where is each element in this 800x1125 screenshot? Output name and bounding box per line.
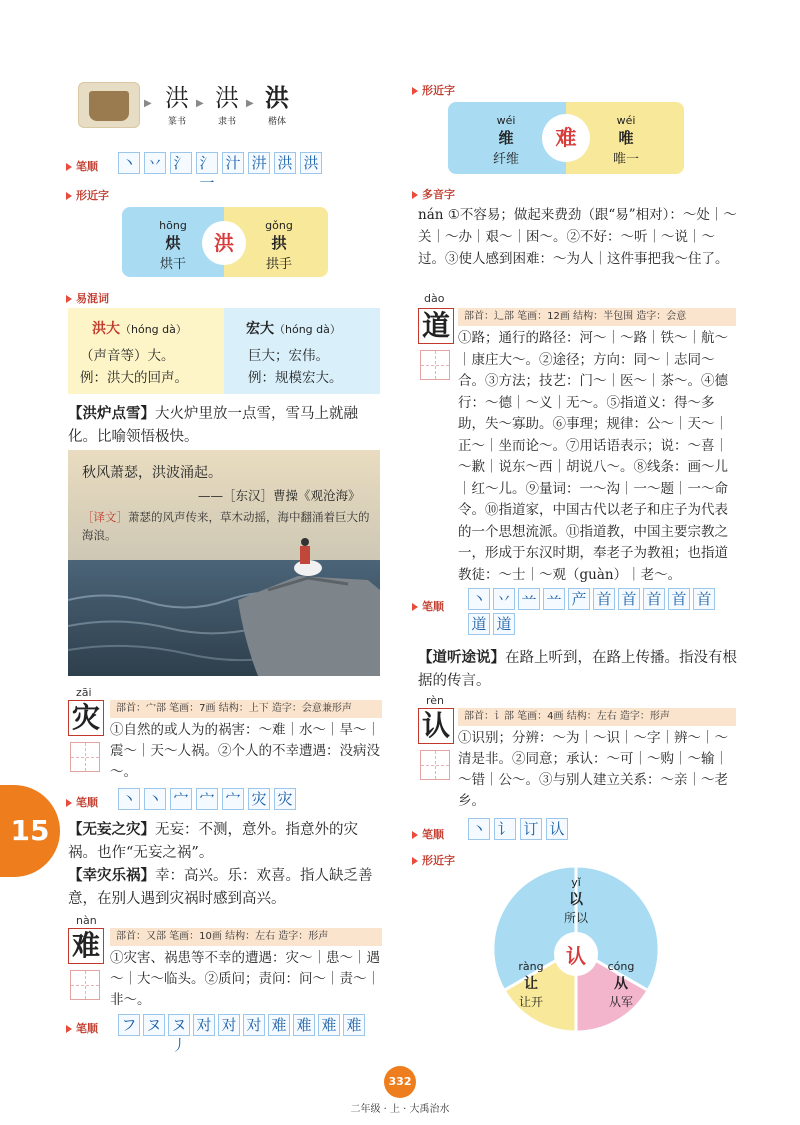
regular-script-char: 洪 bbox=[265, 83, 289, 112]
regular-script-label: 楷体 bbox=[267, 117, 286, 127]
idiom-entry bbox=[68, 864, 382, 911]
stroke-label: 笔顺 bbox=[66, 1020, 98, 1036]
idiom-entry bbox=[68, 818, 382, 865]
similar-char: 唯 bbox=[618, 129, 634, 147]
stroke-step: 丷 bbox=[493, 588, 515, 610]
stroke-step: 汁 bbox=[222, 152, 244, 174]
hong-similar-chars bbox=[122, 207, 328, 277]
stroke-step: 丶 bbox=[118, 152, 140, 174]
translation-label: ［译文］ bbox=[82, 510, 128, 524]
seal-script-label: 篆书 bbox=[167, 117, 186, 127]
zai-char: 灾 bbox=[68, 700, 104, 736]
ancient-vessel-image bbox=[78, 82, 140, 128]
nan-char: 难 bbox=[68, 928, 104, 964]
page-number-badge bbox=[384, 1066, 416, 1098]
similar-char: 维 bbox=[498, 129, 514, 147]
idiom-text: 无妄：不测，意外。指意外的灾祸。也作“无妄之祸”。 bbox=[68, 822, 358, 861]
dao-stroke-order bbox=[468, 588, 738, 635]
similar-char: 从 bbox=[614, 976, 628, 992]
ren-pinyin: rèn bbox=[426, 694, 445, 707]
stroke-step: 对 bbox=[218, 1014, 240, 1036]
seal-script-char: 洪 bbox=[165, 84, 189, 112]
similar-pinyin: ràng bbox=[518, 960, 544, 973]
ren-meta: 部首：讠部 笔画：4画 结构：左右 造字：形声 bbox=[458, 708, 736, 726]
idiom-head: 【道听途说】 bbox=[418, 649, 505, 666]
side-page-tab: 15 bbox=[0, 785, 60, 877]
nan-stroke-order bbox=[118, 1014, 365, 1054]
idiom-text: 幸：高兴。乐：欢喜。指人缺乏善意，在别人遇到灾祸时感到高兴。 bbox=[68, 868, 373, 907]
similar-pinyin: gǒng bbox=[265, 219, 293, 232]
similar-word: 从军 bbox=[608, 995, 633, 1009]
similar-word: 让开 bbox=[518, 995, 543, 1009]
stroke-step: 难 bbox=[268, 1014, 290, 1036]
poem-illustration bbox=[68, 450, 380, 676]
dao-definition: ①路；通行的路径：河～｜～路｜铁～｜航～｜康庄大～。②途径；方向：同～｜志同～合。③方法；技艺：门～｜医～｜茶～。④德行：～德｜～义｜无～。⑤指道义：得～多助，失～寡助。⑥事理；规律：公～｜天～｜正～｜坐而论～。⑦用话语表示；说：～喜｜～歉｜说东～西｜胡说八～。⑧线条：画～儿｜红～儿。⑨量词：一～沟｜一～题｜一～命令。⑩指道家，中国古代以老子和庄子为代表的一个思想流派。⑪指道教，中国主要宗教之一，形成于东汉时期，奉老子为教祖；也指道教徒：～士｜～观（guàn）｜老～。 bbox=[458, 330, 728, 583]
similar-word: 纤维 bbox=[492, 152, 519, 167]
similar-pinyin: yǐ bbox=[571, 876, 581, 889]
idiom-head: 【无妄之灾】 bbox=[68, 821, 155, 838]
writing-grid bbox=[70, 742, 100, 772]
hong-stroke-order bbox=[118, 152, 322, 192]
stroke-step: 洪 bbox=[300, 152, 322, 174]
similar-center-char: 认 bbox=[566, 944, 586, 968]
clerical-script-label: 隶书 bbox=[217, 117, 236, 127]
stroke-step: ヌ丿 bbox=[168, 1014, 190, 1036]
stroke-step: 道 bbox=[493, 613, 515, 635]
stroke-label: 笔顺 bbox=[412, 826, 444, 842]
stroke-step: 宀 bbox=[170, 788, 192, 810]
stroke-step: 道 bbox=[468, 613, 490, 635]
dao-char: 道 bbox=[418, 308, 454, 344]
stroke-step: ヌ bbox=[143, 1014, 165, 1036]
stroke-step: 丷 bbox=[144, 152, 166, 174]
idiom-text: 在路上听到，在路上传播。指没有根据的传言。 bbox=[418, 650, 737, 689]
ren-definition: ①识别；分辨：～为｜～识｜～字｜辨～｜～清是非。②同意；承认：～可｜～购｜～输｜～错｜公～。③与别人建立关系：～亲｜～老乡。 bbox=[458, 730, 728, 809]
zai-meta: 部首：宀部 笔画：7画 结构：上下 造字：会意兼形声 bbox=[110, 700, 382, 718]
similar-char: 以 bbox=[569, 892, 583, 908]
similar-center-char: 难 bbox=[542, 114, 590, 162]
idiom-head: 【幸灾乐祸】 bbox=[68, 867, 155, 884]
confusable-pinyin: （hóng dà） bbox=[120, 323, 187, 336]
similar-label: 形近字 bbox=[412, 852, 455, 868]
similar-pinyin: hōng bbox=[159, 219, 187, 232]
similar-word: 唯一 bbox=[612, 152, 639, 167]
stroke-step: 氵一 bbox=[196, 152, 218, 174]
confusable-example: 例：规模宏大。 bbox=[248, 370, 343, 386]
similar-char: 烘 bbox=[165, 234, 181, 252]
similar-label: 形近字 bbox=[66, 187, 109, 203]
dao-meta: 部首：辶部 笔画：12画 结构：半包围 造字：会意 bbox=[458, 308, 736, 326]
sea-cliff-painting bbox=[68, 450, 380, 676]
writing-grid bbox=[420, 350, 450, 380]
stroke-step: 洪 bbox=[274, 152, 296, 174]
nan-meta: 部首：又部 笔画：10画 结构：左右 造字：形声 bbox=[110, 928, 382, 946]
translation-text: 萧瑟的风声传来，草木动摇，海中翻涌着巨大的海浪。 bbox=[82, 510, 370, 542]
similar-word: 所以 bbox=[563, 911, 588, 925]
stroke-step: 氵 bbox=[170, 152, 192, 174]
confusable-pinyin: （hóng dà） bbox=[274, 323, 341, 336]
writing-grid bbox=[420, 750, 450, 780]
similar-char: 让 bbox=[524, 976, 538, 992]
script-evolution: ▶ 洪 篆书 ▶ 洪 隶书 ▶ 洪 楷体 bbox=[78, 82, 308, 130]
stroke-step: 汫 bbox=[248, 152, 270, 174]
confusable-word: 宏大 bbox=[246, 321, 274, 337]
nan-definition: ①灾害、祸患等不幸的遭遇：灾～｜患～｜遇～｜大～临头。②质问；责问：问～｜责～｜非～。 bbox=[110, 950, 380, 1008]
stroke-label: 笔顺 bbox=[66, 158, 98, 174]
confusable-def: （声音等）大。 bbox=[80, 348, 175, 364]
idiom-entry bbox=[418, 646, 738, 693]
stroke-step: 灾 bbox=[274, 788, 296, 810]
stroke-step: 难 bbox=[293, 1014, 315, 1036]
similar-pinyin: wéi bbox=[496, 114, 516, 127]
stroke-step: 䒑 bbox=[518, 588, 540, 610]
dao-pinyin: dào bbox=[424, 292, 445, 305]
stroke-label: 笔顺 bbox=[66, 794, 98, 810]
similar-label: 形近字 bbox=[412, 82, 455, 98]
polyphone-label: 多音字 bbox=[412, 186, 455, 202]
stroke-step: 认 bbox=[546, 818, 568, 840]
idiom-head: 【洪炉点雪】 bbox=[68, 405, 155, 422]
stroke-step: 灾 bbox=[248, 788, 270, 810]
poem-source: ——［东汉］曹操《观沧海》 bbox=[198, 488, 361, 503]
stroke-step: 丶 bbox=[118, 788, 140, 810]
zai-pinyin: zāi bbox=[76, 686, 92, 699]
stroke-step: 首 bbox=[643, 588, 665, 610]
stroke-step: 首 bbox=[618, 588, 640, 610]
zai-definition: ①自然的或人为的祸害：～难｜水～｜旱～｜震～｜天～人祸。②个人的不幸遭遇：没病没～。 bbox=[110, 722, 380, 780]
stroke-step: 䒑 bbox=[543, 588, 565, 610]
page-footer: 二年级 · 上 · 大禹治水 bbox=[350, 1104, 450, 1115]
similar-center-char: 洪 bbox=[202, 221, 246, 265]
stroke-label: 笔顺 bbox=[412, 598, 444, 614]
stroke-step: 丶 bbox=[144, 788, 166, 810]
page-number: 332 bbox=[388, 1075, 412, 1088]
stroke-step: 对 bbox=[243, 1014, 265, 1036]
ren-stroke-order bbox=[468, 818, 568, 840]
similar-pinyin: wéi bbox=[616, 114, 636, 127]
idiom-text: 大火炉里放一点雪，雪马上就融化。比喻领悟极快。 bbox=[68, 406, 358, 445]
stroke-step: 宀 bbox=[196, 788, 218, 810]
confusable-words bbox=[68, 308, 380, 394]
stroke-step: 首 bbox=[693, 588, 715, 610]
nan-similar-chars bbox=[448, 102, 684, 174]
ren-similar-wheel bbox=[493, 866, 659, 1032]
writing-grid bbox=[70, 970, 100, 1000]
stroke-step: 产 bbox=[568, 588, 590, 610]
similar-word: 拱手 bbox=[265, 257, 292, 272]
similar-word: 烘干 bbox=[159, 257, 186, 272]
clerical-script-char: 洪 bbox=[215, 84, 239, 112]
stroke-step: 首 bbox=[668, 588, 690, 610]
stroke-step: 首 bbox=[593, 588, 615, 610]
confusable-label: 易混词 bbox=[66, 290, 109, 306]
zai-stroke-order bbox=[118, 788, 296, 810]
nan-pinyin: nàn bbox=[76, 914, 97, 927]
confusable-word: 洪大 bbox=[92, 321, 120, 337]
confusable-example: 例：洪大的回声。 bbox=[80, 370, 188, 386]
stroke-step: フ bbox=[118, 1014, 140, 1036]
stroke-step: 订 bbox=[520, 818, 542, 840]
stroke-step: 对 bbox=[193, 1014, 215, 1036]
similar-pinyin: cóng bbox=[607, 960, 635, 973]
confusable-def: 巨大；宏伟。 bbox=[248, 348, 329, 364]
stroke-step: 讠 bbox=[494, 818, 516, 840]
stroke-step: 丶 bbox=[468, 588, 490, 610]
idiom-entry bbox=[68, 402, 382, 449]
similar-char: 拱 bbox=[271, 234, 287, 252]
stroke-step: 难 bbox=[318, 1014, 340, 1036]
ren-char: 认 bbox=[418, 708, 454, 744]
poem-line: 秋风萧瑟，洪波涌起。 bbox=[82, 465, 222, 481]
nan-polyphone-text: nán ①不容易；做起来费劲（跟“易”相对）：～处｜～关｜～办｜艰～｜困～。②不好：～听｜～说｜～过。③使人感到困难：～为人｜这件事把我～住了。 bbox=[418, 207, 737, 267]
stroke-step: 丶 bbox=[468, 818, 490, 840]
stroke-step: 宀 bbox=[222, 788, 244, 810]
stroke-step: 难 bbox=[343, 1014, 365, 1036]
